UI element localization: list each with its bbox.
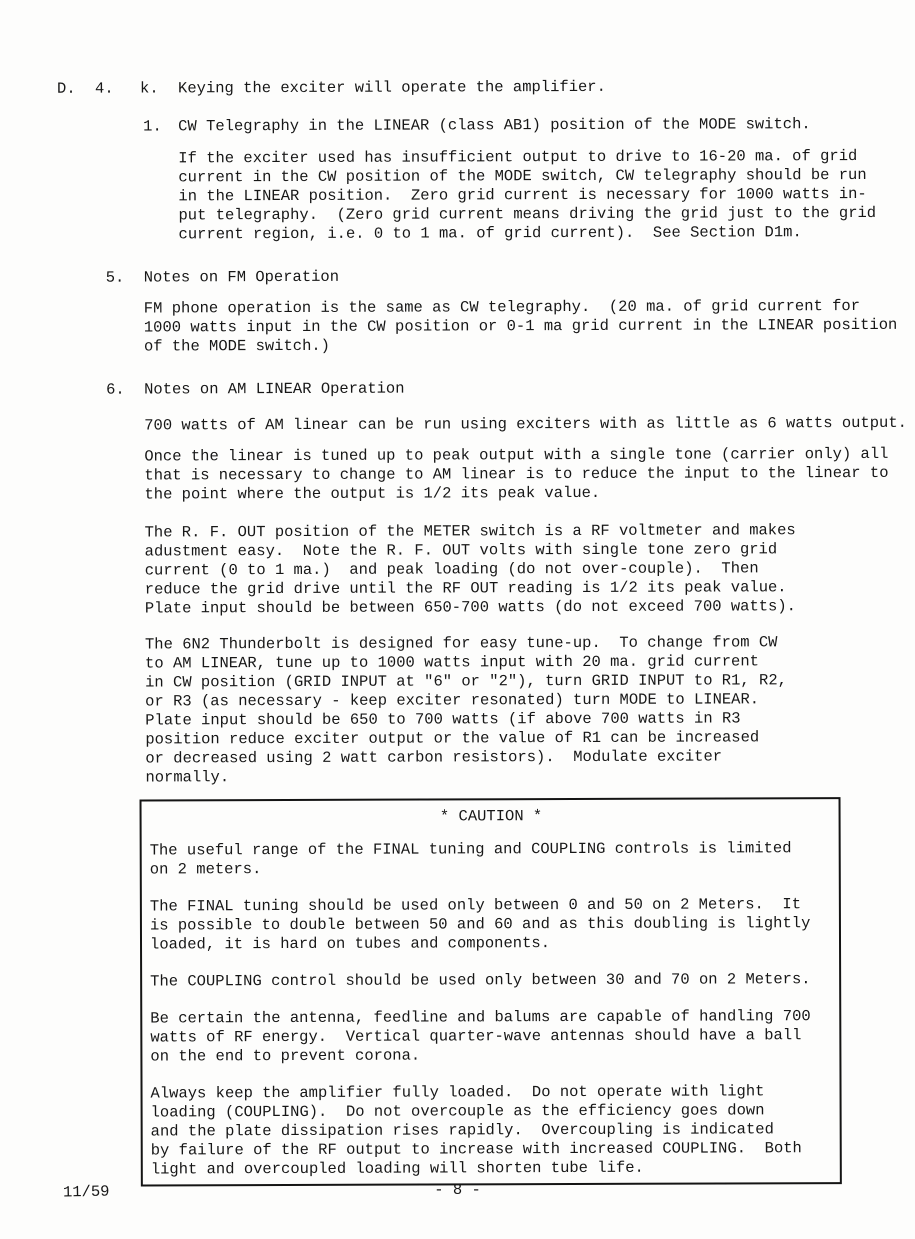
section-6-heading: Notes on AM LINEAR Operation	[144, 379, 405, 399]
fm-operation-paragraph: FM phone operation is the same as CW telegraphy. (20 ma. of grid current for 1000 watts input in the CW position or 0-1 ma grid current in the LINEAR position of the MODE switch.)	[143, 296, 898, 356]
caution-paragraph-2: The FINAL tuning should be used only between 0 and 50 on 2 Meters. It is possible to double between 50 and 60 and as this doubling is lightly loaded, it is hard on tubes and components.	[149, 895, 811, 954]
outline-4-label: 4.	[94, 79, 114, 98]
cw-linear-paragraph: If the exciter used has insufficient output to drive to 16-20 ma. of grid current in the CW position of the MODE switch, CW telegraphy should be run in the LINEAR position. Zero grid current is necessary for 1000 watts in- put telegraphy. (Zero grid current means driving the grid just to the grid current region, i.e. 0 to 1 ma. of grid current). See Section D1m.	[178, 147, 877, 244]
footer-date: 11/59	[62, 1182, 110, 1202]
section-6-number: 6.	[106, 380, 125, 399]
section-5-heading-row	[106, 266, 915, 288]
page-content	[0, 77, 915, 1187]
item-1-text: CW Telegraphy in the LINEAR (class AB1) position of the MODE switch.	[178, 115, 811, 136]
am-linear-paragraph-1: 700 watts of AM linear can be run using exciters with as little as 6 watts output.	[144, 413, 907, 435]
outline-d-label: D.	[56, 79, 76, 98]
item-k-text: Keying the exciter will operate the amplifier.	[177, 77, 606, 98]
am-linear-paragraph-4: The 6N2 Thunderbolt is designed for easy tune-up. To change from CW to AM LINEAR, tune up to 1000 watts input with 20 ma. grid current in CW position (GRID INPUT at "6" or "2"), turn GRID INPUT to R1, R2, or R3 (as necessary - keep exciter resonated) turn MODE to LINEAR. Plate input should be 650 to 700 watts (if above 700 watts in R3 position reduce exciter output or the value of R1 can be increased or decreased using 2 watt carbon resistors). Modulate exciter normally.	[144, 633, 787, 787]
am-linear-paragraph-3: The R. F. OUT position of the METER switch is a RF voltmeter and makes adustment easy. Note the R. F. OUT volts with single tone zero grid current (0 to 1 ma.) and peak loading (do not over-couple). Then reduce the grid drive until the RF OUT reading is 1/2 its peak value. Plate input should be between 650-700 watts (do not exceed 700 watts).	[144, 521, 796, 618]
item-k-row	[57, 77, 915, 99]
caution-paragraph-4: Be certain the antenna, feedline and balums are capable of handling 700 watts of RF energy. Vertical quarter-wave antennas should have a ball on the end to prevent corona.	[150, 1007, 811, 1066]
section-5-number: 5.	[105, 268, 125, 287]
caution-box	[140, 797, 842, 1186]
item-1-label: 1.	[143, 117, 162, 136]
caution-paragraph-3: The COUPLING control should be used only between 30 and 70 on 2 Meters.	[150, 970, 811, 991]
caution-paragraph-5: Always keep the amplifier fully loaded. Do not operate with light loading (COUPLING). Do not overcouple as the efficiency goes down and the plate dissipation rises rapidly. Overcoupling is indicated by failure of the RF output to increase with increased COUPLING. Both light and overcoupled loading will shorten tube life.	[150, 1082, 802, 1179]
section-6-heading-row	[106, 378, 915, 400]
caution-paragraph-1: The useful range of the FINAL tuning and COUPLING controls is limited on 2 meters.	[149, 839, 792, 879]
item-k-label: k.	[139, 79, 159, 98]
am-linear-paragraph-2: Once the linear is tuned up to peak output with a single tone (carrier only) all that is necessary to change to AM linear is to reduce the input to the linear to the point where the output is 1/2 its peak value.	[144, 444, 889, 504]
footer-page-number: - 8 -	[434, 1181, 481, 1199]
caution-title: * CAUTION *	[439, 807, 543, 826]
section-5-heading: Notes on FM Operation	[143, 267, 340, 287]
item-1-row	[143, 115, 915, 137]
